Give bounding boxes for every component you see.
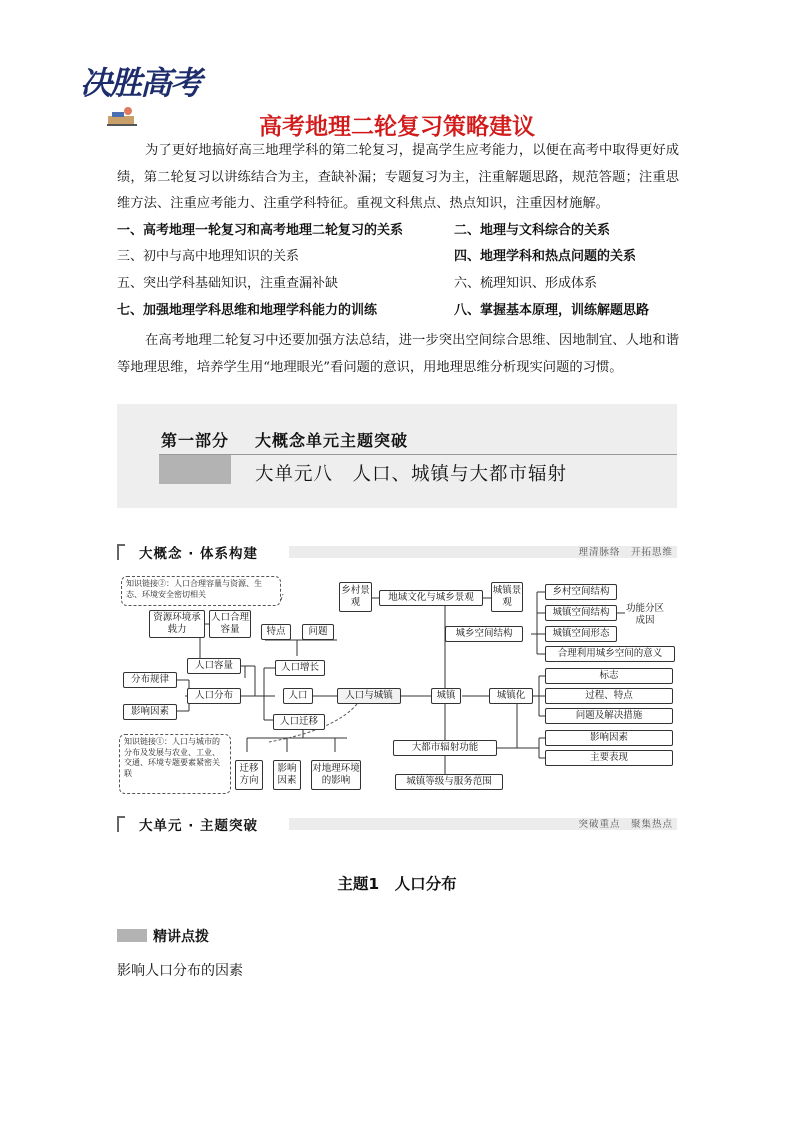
closing-paragraph (117, 328, 679, 381)
node-pop-growth: 人口增长 (275, 660, 325, 676)
node-pop-distribution: 人口分布 (187, 688, 241, 704)
node-issues-measures: 问题及解决措施 (545, 708, 673, 724)
node-urban-landscape: 城镇景观 (491, 582, 523, 612)
node-influence-factors: 影响因素 (123, 704, 177, 720)
outline-item: 二、地理与文科综合的关系 (454, 223, 611, 238)
banner-gray-block (159, 454, 231, 484)
node-culture-landscape: 地域文化与城乡景观 (379, 590, 483, 606)
outline-item: 五、突出学科基础知识，注重查漏补缺 (117, 276, 339, 291)
node-distribution-law: 分布规律 (123, 672, 177, 688)
node-resource-capacity: 资源环境承载力 (149, 610, 205, 638)
node-func-zone: 功能分区成因 (625, 600, 665, 630)
outline-row (117, 244, 679, 270)
node-town-form: 城镇空间形态 (545, 626, 617, 642)
outline-item: 四、地理学科和热点问题的关系 (454, 249, 637, 264)
node-urban-rural-structure: 城乡空间结构 (445, 626, 523, 642)
node-pop-and-town: 人口与城镇 (337, 688, 401, 704)
node-urbanization: 城镇化 (489, 688, 533, 704)
node-town: 城镇 (431, 688, 461, 704)
subhead-marker (117, 929, 147, 942)
page-title: 高考地理二轮复习策略建议 (259, 114, 535, 140)
section-tag: 理清脉络 开拓思维 (578, 547, 673, 558)
outline-row (117, 298, 679, 324)
subhead-text: 精讲点拨 (153, 929, 209, 945)
outline-item: 六、梳理知识、形成体系 (454, 276, 598, 291)
intro-text: 为了更好地搞好高三地理学科的第二轮复习，提高学生应考能力，以便在高考中取得更好成绩，第二轮复习以讲练结合为主，查缺补漏；专题复习为主，注重解题思路，规范答题；注重思维方法、注重应考能力、注重学科特征。重视文科焦点、热点知识，注重因材施解。 (117, 143, 679, 211)
node-town-level: 城镇等级与服务范围 (395, 774, 503, 790)
node-features: 特点 (261, 624, 291, 640)
part-name: 大概念单元主题突破 (255, 431, 409, 450)
knowledge-link-1: 知识链接①：人口与城市的分布及发展与农业、工业、交通、环境专题要素紧密关联 (119, 734, 231, 794)
node-process: 过程、特点 (545, 688, 673, 704)
outline-item: 三、初中与高中地理知识的关系 (117, 249, 300, 264)
node-problems: 问题 (302, 624, 334, 640)
node-town-structure: 城镇空间结构 (545, 605, 617, 621)
logo-text: 决胜高考 (80, 64, 201, 102)
node-population: 人口 (283, 688, 313, 704)
node-env-impact: 对地理环境的影响 (311, 760, 361, 790)
outline-item: 八、掌握基本原理，训练解题思路 (454, 303, 650, 318)
node-main-forms: 主要表现 (545, 750, 673, 766)
outline-row (117, 218, 679, 244)
concept-map (117, 570, 677, 798)
node-migration-direction: 迁移方向 (235, 760, 263, 790)
part-number: 第一部分 (161, 431, 230, 450)
node-metro-factors: 影响因素 (545, 730, 673, 746)
node-indicator: 标志 (545, 668, 673, 684)
body-line: 影响人口分布的因素 (117, 963, 243, 979)
outline-item: 一、高考地理一轮复习和高考地理二轮复习的关系 (117, 223, 404, 238)
node-rational-use: 合理利用城乡空间的意义 (545, 646, 675, 662)
corner-mark-icon (117, 544, 125, 560)
section-bar-concept (117, 544, 677, 560)
node-reasonable-capacity: 人口合理容量 (209, 610, 251, 638)
knowledge-link-2: 知识链接②：人口合理容量与资源、生态、环境安全密切相关 (121, 576, 281, 606)
section-tag: 突破重点 聚集热点 (578, 819, 673, 830)
outline-item: 七、加强地理学科思维和地理学科能力的训练 (117, 303, 378, 318)
node-migration-factors: 影响因素 (273, 760, 301, 790)
closing-text: 在高考地理二轮复习中还要加强方法总结，进一步突出空间综合思维、因地制宜、人地和谐等地理思维，培养学生用“地理眼光”看问题的意识，用地理思维分析现实问题的习惯。 (117, 333, 679, 375)
topic-heading: 主题1 人口分布 (337, 875, 457, 893)
node-rural-structure: 乡村空间结构 (545, 584, 617, 600)
part-banner (117, 404, 677, 508)
node-rural-landscape: 乡村景观 (339, 582, 372, 612)
section-name: 大概念 · 体系构建 (139, 546, 259, 562)
node-pop-capacity: 人口容量 (187, 658, 241, 674)
banner-divider (159, 454, 677, 455)
section-name: 大单元 · 主题突破 (139, 818, 259, 834)
intro-paragraph (117, 138, 679, 218)
corner-mark-icon (117, 816, 125, 832)
node-pop-migration: 人口迁移 (273, 714, 325, 730)
node-metro-radiation: 大都市辐射功能 (393, 740, 497, 756)
unit-title: 大单元八 人口、城镇与大都市辐射 (255, 464, 568, 485)
section-bar-topics (117, 816, 677, 832)
outline-row (117, 271, 679, 297)
